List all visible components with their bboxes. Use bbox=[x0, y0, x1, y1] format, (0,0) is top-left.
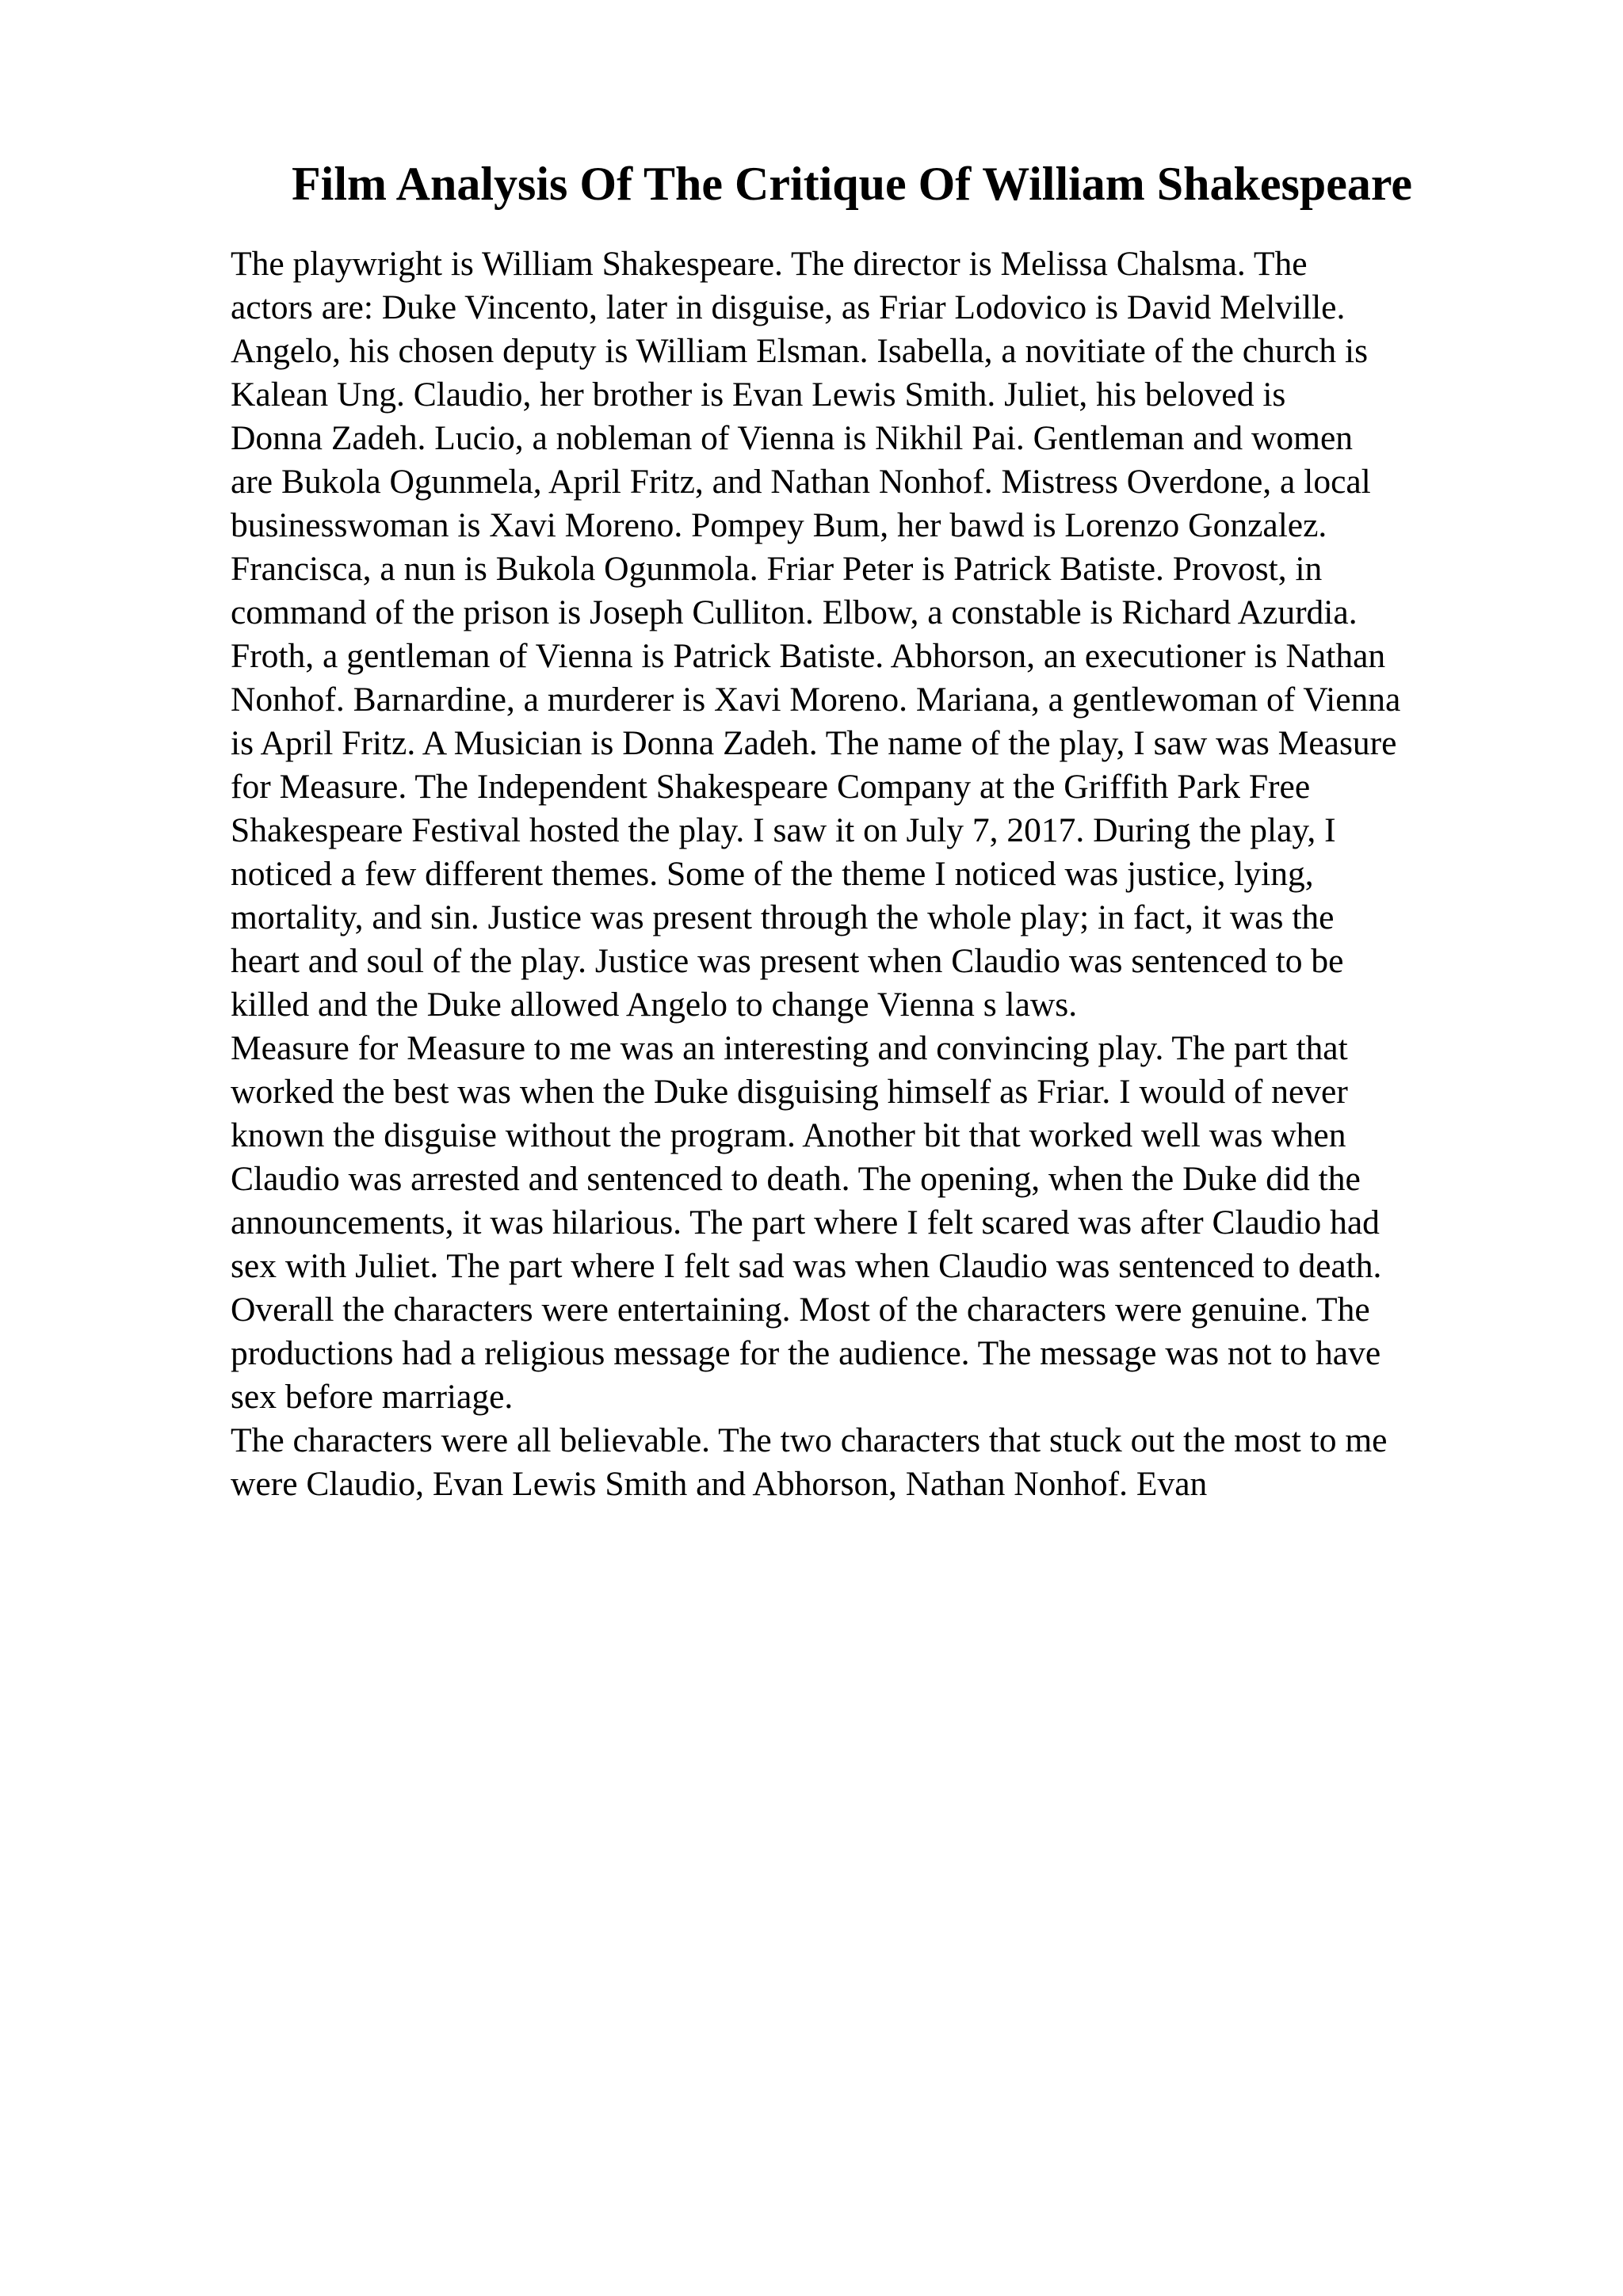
document-title: Film Analysis Of The Critique Of William Shakespeare bbox=[292, 158, 1413, 210]
text-line: worked the best was when the Duke disguising himself as Friar. I would of never bbox=[231, 1073, 1348, 1111]
text-line: mortality, and sin. Justice was present through the whole play; in fact, it was the bbox=[231, 898, 1335, 936]
text-line: Claudio was arrested and sentenced to death. The opening, when the Duke did the bbox=[231, 1160, 1361, 1198]
text-line: killed and the Duke allowed Angelo to change Vienna s laws. bbox=[231, 986, 1078, 1024]
text-line: heart and soul of the play. Justice was present when Claudio was sentenced to be bbox=[231, 942, 1344, 980]
text-line: were Claudio, Evan Lewis Smith and Abhorson, Nathan Nonhof. Evan bbox=[231, 1465, 1208, 1503]
text-line: Shakespeare Festival hosted the play. I saw it on July 7, 2017. During the play, I bbox=[231, 811, 1336, 849]
text-line: is April Fritz. A Musician is Donna Zadeh. The name of the play, I saw was Measure bbox=[231, 724, 1397, 762]
text-line: sex before marriage. bbox=[231, 1378, 514, 1416]
text-line: Measure for Measure to me was an interesting and convincing play. The part that bbox=[231, 1029, 1348, 1067]
text-line: Angelo, his chosen deputy is William Elsman. Isabella, a novitiate of the church is bbox=[231, 332, 1369, 370]
text-line: are Bukola Ogunmela, April Fritz, and Nathan Nonhof. Mistress Overdone, a local bbox=[231, 463, 1371, 501]
text-line: sex with Juliet. The part where I felt sad was when Claudio was sentenced to death. bbox=[231, 1247, 1382, 1285]
text-line: command of the prison is Joseph Culliton. Elbow, a constable is Richard Azurdia. bbox=[231, 593, 1358, 631]
text-line: The playwright is William Shakespeare. The director is Melissa Chalsma. The bbox=[231, 245, 1308, 283]
text-line: businesswoman is Xavi Moreno. Pompey Bum, her bawd is Lorenzo Gonzalez. bbox=[231, 506, 1327, 544]
text-line: actors are: Duke Vincento, later in disguise, as Friar Lodovico is David Melville. bbox=[231, 288, 1346, 326]
text-line: noticed a few different themes. Some of the theme I noticed was justice, lying, bbox=[231, 855, 1314, 893]
text-line: for Measure. The Independent Shakespeare Company at the Griffith Park Free bbox=[231, 768, 1311, 806]
text-line: Donna Zadeh. Lucio, a nobleman of Vienna is Nikhil Pai. Gentleman and women bbox=[231, 419, 1354, 457]
text-line: announcements, it was hilarious. The part where I felt scared was after Claudio had bbox=[231, 1203, 1380, 1241]
text-line: Overall the characters were entertaining. Most of the characters were genuine. The bbox=[231, 1291, 1370, 1329]
text-line: known the disguise without the program. Another bit that worked well was when bbox=[231, 1116, 1346, 1154]
text-line: Kalean Ung. Claudio, her brother is Evan Lewis Smith. Juliet, his beloved is bbox=[231, 376, 1286, 414]
text-line: productions had a religious message for the audience. The message was not to have bbox=[231, 1334, 1381, 1372]
document-body bbox=[231, 242, 1530, 1506]
text-line: Froth, a gentleman of Vienna is Patrick Batiste. Abhorson, an executioner is Nathan bbox=[231, 637, 1386, 675]
text-line: Nonhof. Barnardine, a murderer is Xavi Moreno. Mariana, a gentlewoman of Vienna bbox=[231, 681, 1401, 719]
text-line: The characters were all believable. The two characters that stuck out the most to me bbox=[231, 1421, 1388, 1459]
text-line: Francisca, a nun is Bukola Ogunmola. Friar Peter is Patrick Batiste. Provost, in bbox=[231, 550, 1323, 588]
